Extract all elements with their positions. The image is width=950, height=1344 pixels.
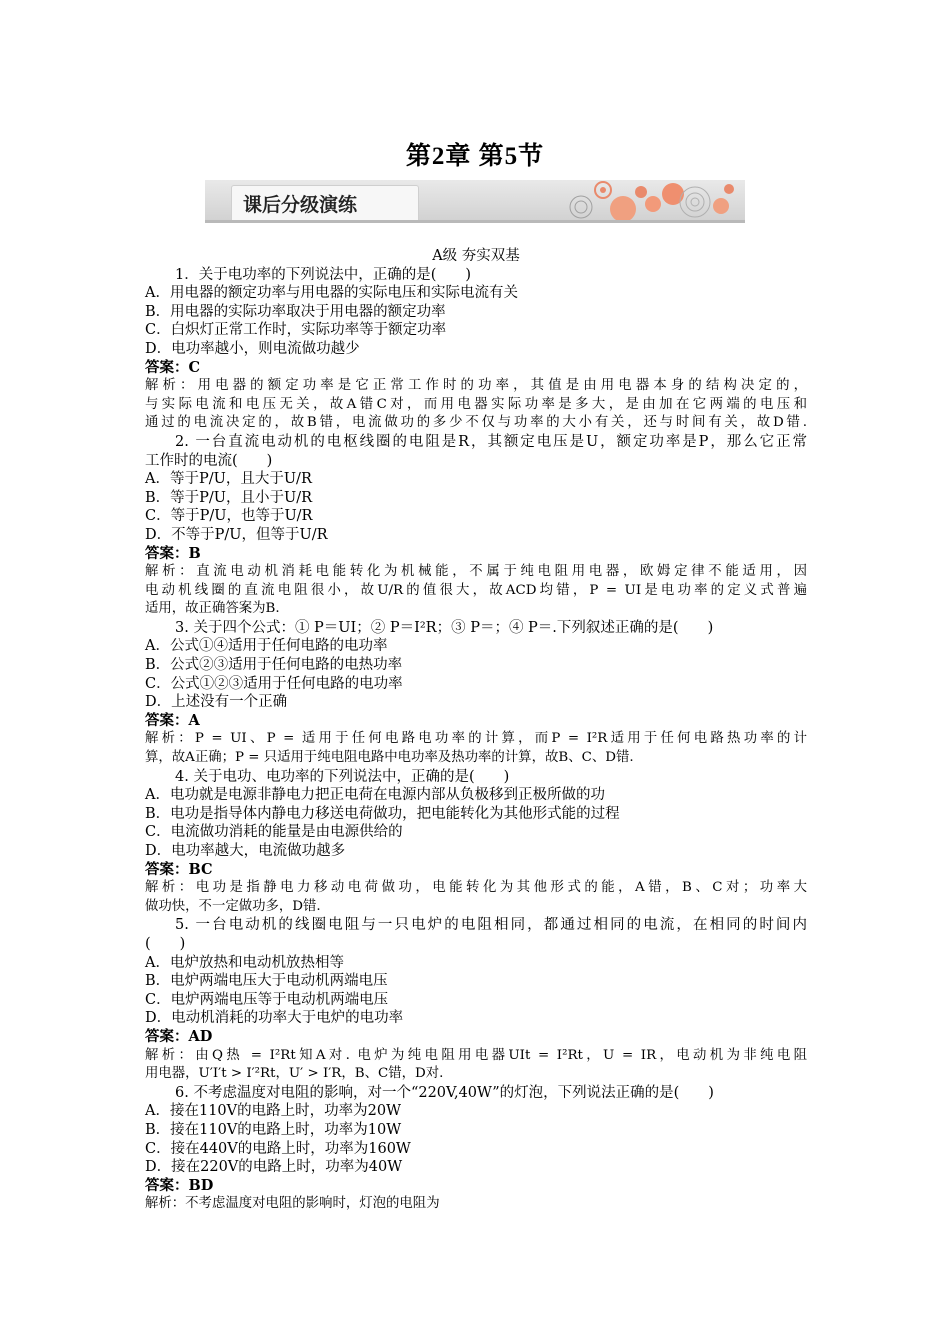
question-1-option-b: B．用电器的实际功率取决于用电器的额定功率 [145,303,446,320]
question-1-explanation: 通过的电流决定的，故B错，电流做功的多少不仅与功率的大小有关，还与时间有关，故D错. [145,415,807,431]
question-5-answer: 答案：AD [145,1027,213,1045]
question-2-explanation: 适用，故正确答案为B. [145,601,280,617]
question-4-option-c: C．电流做功消耗的能量是由电源供给的 [145,824,403,841]
question-5-explanation: 用电器，U′I′t > I′²Rt，U′ > I′R，B、C错，D对. [145,1066,444,1082]
question-3-answer: 答案：A [145,711,200,729]
question-4-option-a: A．电功就是电源非静电力把正电荷在电源内部从负极移到正极所做的功 [145,787,605,804]
question-2-option-c: C．等于P/U，也等于U/R [145,508,313,525]
question-1-option-c: C．白炽灯正常工作时，实际功率等于额定功率 [145,322,447,339]
question-3-stem: 3. 关于四个公式：① P＝UI；② P＝I²R；③ P＝；④ P＝.下列叙述正确的是( ) [175,619,714,636]
question-5-explanation: 解析：由Q热 = I²Rt知A对. 电炉为纯电阻用电器UIt = I²Rt，U = IR，电动机为非纯电阻 [145,1047,807,1063]
question-2-stem: 2. 一台直流电动机的电枢线圈的电阻是R，其额定电压是U，额定功率是P，那么它正常 [175,433,807,450]
question-1-option-a: A．用电器的额定功率与用电器的实际电压和实际电流有关 [145,285,518,302]
question-2-option-d: D．不等于P/U，但等于U/R [145,526,328,543]
question-6-stem: 6. 不考虑温度对电阻的影响，对一个“220V,40W”的灯泡，下列说法正确的是( ) [175,1084,714,1101]
question-5-option-a: A．电炉放热和电动机放热相等 [145,954,344,971]
question-6-option-c: C．接在440V的电路上时，功率为160W [145,1140,411,1157]
question-6-explanation: 解析：不考虑温度对电阻的影响时，灯泡的电阻为 [145,1196,440,1212]
question-3-option-a: A．公式①④适用于任何电路的电功率 [145,638,388,655]
question-5-option-b: B．电炉两端电压大于电动机两端电压 [145,973,388,990]
section-heading: A级 夯实双基 [432,248,520,264]
question-4-stem: 4. 关于电功、电功率的下列说法中，正确的是( ) [175,768,510,785]
question-4-answer: 答案：BC [145,860,213,878]
question-6-option-a: A．接在110V的电路上时，功率为20W [145,1103,401,1120]
question-2-stem: 工作时的电流( ) [145,452,273,469]
question-4-explanation: 解析：电功是指静电力移动电荷做功，电能转化为其他形式的能，A错，B、C对；功率大 [145,880,807,896]
question-3-option-c: C．公式①②③适用于任何电路的电功率 [145,675,403,692]
question-1-explanation: 与实际电流和电压无关，故A错C对，而用电器实际功率是多大，是由加在它两端的电压和 [145,396,807,412]
question-4-option-b: B．电功是指导体内静电力移送电荷做功，把电能转化为其他形式能的过程 [145,805,620,822]
question-1-explanation: 解析：用电器的额定功率是它正常工作时的功率，其值是由用电器本身的结构决定的， [145,378,807,394]
question-4-option-d: D．电功率越大，电流做功越多 [145,843,346,859]
question-4-explanation: 做功快，不一定做功多，D错. [145,898,321,914]
page-title: 第2章 第5节 [405,143,545,170]
question-6-option-b: B．接在110V的电路上时，功率为10W [145,1121,402,1138]
banner-label: 课后分级演练 [243,194,358,216]
question-5-stem: 5. 一台电动机的线圈电阻与一只电炉的电阻相同，都通过相同的电流，在相同的时间内 [175,917,807,934]
question-2-option-a: A．等于P/U，且大于U/R [145,471,312,488]
section-banner [205,180,745,223]
question-2-explanation: 解析：直流电动机消耗电能转化为机械能，不属于纯电阻用电器，欧姆定律不能适用，因 [145,564,807,580]
exercise-content [145,247,807,1214]
question-2-explanation: 电动机线圈的直流电阻很小，故U/R的值很大，故ACD均错，P = UI是电功率的定义式普遍 [145,582,807,598]
question-6-option-d: D．接在220V的电路上时，功率为40W [145,1159,403,1176]
question-3-explanation: 解析：P = UI、P = 适用于任何电路电功率的计算，而P = I²R适用于任何电路热功率的计 [145,731,807,747]
question-2-option-b: B．等于P/U，且小于U/R [145,489,313,506]
question-6-answer: 答案：BD [145,1176,214,1194]
question-1-answer: 答案：C [145,358,201,376]
question-3-option-b: B．公式②③适用于任何电路的电热功率 [145,657,403,674]
question-1-option-d: D．电功率越小，则电流做功越少 [145,340,360,357]
question-3-option-d: D．上述没有一个正确 [145,694,288,711]
decorative-circles-icon [565,180,745,220]
question-1-stem: 1．关于电功率的下列说法中，正确的是( ) [175,266,472,283]
question-5-option-d: D．电动机消耗的功率大于电炉的电功率 [145,1010,404,1027]
question-5-stem: ( ) [145,935,186,952]
question-3-explanation: 算，故A正确；P = 只适用于纯电阻电路中电功率及热功率的计算，故B、C、D错. [145,750,634,766]
question-2-answer: 答案：B [145,544,201,562]
question-5-option-c: C．电炉两端电压等于电动机两端电压 [145,991,389,1008]
